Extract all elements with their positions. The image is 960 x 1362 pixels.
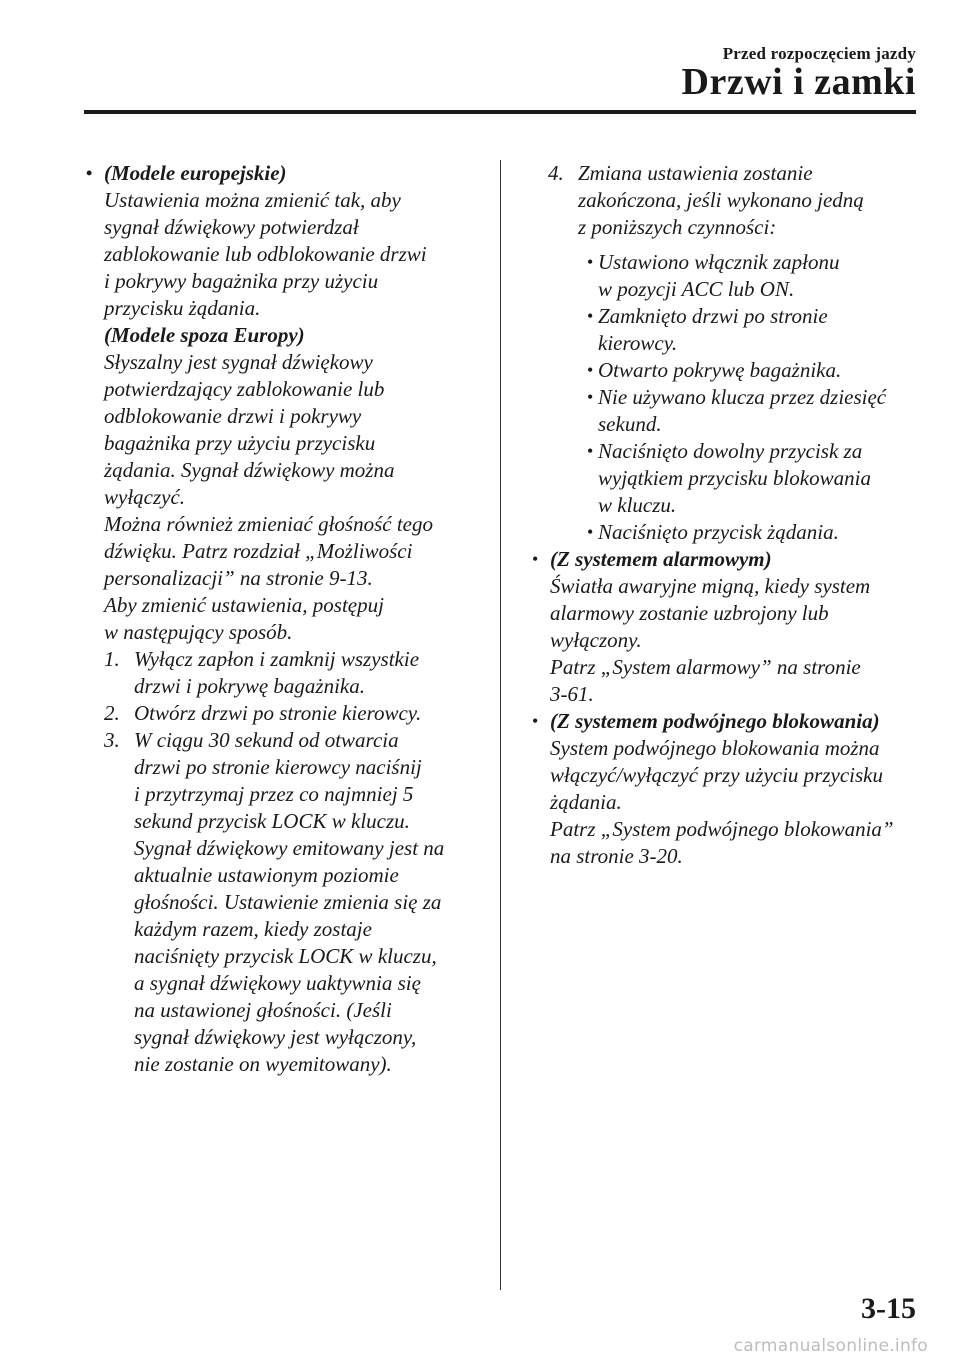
block-heading-non-european: (Modele spoza Europy) bbox=[104, 323, 305, 347]
text-line: drzwi i pokrywę bagażnika. bbox=[134, 674, 365, 698]
text-line: żądania. bbox=[550, 790, 622, 814]
bullet-icon: • bbox=[587, 387, 594, 407]
sub-list-item bbox=[587, 249, 920, 303]
text-line: drzwi po stronie kierowcy naciśnij bbox=[134, 755, 422, 779]
text-line: Naciśnięto dowolny przycisk za bbox=[598, 439, 863, 463]
text-line: naciśnięty przycisk LOCK w kluczu, bbox=[134, 944, 437, 968]
bullet-icon: • bbox=[532, 711, 539, 731]
step-number: 3. bbox=[104, 728, 120, 752]
bullet-icon: • bbox=[587, 252, 594, 272]
text-line: w pozycji ACC lub ON. bbox=[598, 277, 795, 301]
text-line: Ustawiono włącznik zapłonu bbox=[598, 250, 840, 274]
page-number: 3-15 bbox=[861, 1292, 916, 1325]
left-column bbox=[86, 160, 476, 1078]
text-line: Otwórz drzwi po stronie kierowcy. bbox=[134, 701, 422, 725]
watermark: carmanualsonline.info bbox=[733, 1336, 928, 1356]
double-lock-block bbox=[520, 708, 920, 870]
text-line: System podwójnego blokowania można bbox=[550, 736, 880, 760]
text-line: aktualnie ustawionym poziomie bbox=[134, 863, 399, 887]
text-line: sygnał dźwiękowy jest wyłączony, bbox=[134, 1025, 417, 1049]
block-heading-alarm: (Z systemem alarmowym) bbox=[550, 547, 772, 571]
text-line: Zamknięto drzwi po stronie bbox=[598, 304, 828, 328]
text-line: Patrz „System podwójnego blokowania” bbox=[550, 817, 894, 841]
text-line: i pokrywy bagażnika przy użyciu bbox=[104, 269, 379, 293]
text-line: Słyszalny jest sygnał dźwiękowy bbox=[104, 350, 373, 374]
text-line: nie zostanie on wyemitowany). bbox=[134, 1052, 392, 1076]
step-number: 1. bbox=[104, 647, 120, 671]
step-2 bbox=[104, 700, 476, 727]
right-column bbox=[520, 160, 920, 870]
sub-list-item bbox=[587, 384, 920, 438]
text-line: i przytrzymaj przez co najmniej 5 bbox=[134, 782, 414, 806]
text-line: wyłączony. bbox=[550, 628, 642, 652]
text-line: w kluczu. bbox=[598, 493, 677, 517]
text-line: sekund przycisk LOCK w kluczu. bbox=[134, 809, 410, 833]
text-line: bagażnika przy użyciu przycisku bbox=[104, 431, 376, 455]
text-line: żądania. Sygnał dźwiękowy można bbox=[104, 458, 395, 482]
bullet-icon: • bbox=[587, 522, 594, 542]
text-line: zakończona, jeśli wykonano jedną bbox=[578, 188, 864, 212]
column-divider bbox=[500, 160, 501, 1290]
text-line: każdym razem, kiedy zostaje bbox=[134, 917, 372, 941]
bullet-icon: • bbox=[532, 549, 539, 569]
sub-list-item bbox=[587, 438, 920, 519]
step-4 bbox=[520, 160, 920, 241]
text-line: kierowcy. bbox=[598, 331, 678, 355]
text-line: W ciągu 30 sekund od otwarcia bbox=[134, 728, 399, 752]
header-rule bbox=[84, 110, 916, 114]
text-line: Sygnał dźwiękowy emitowany jest na bbox=[134, 836, 445, 860]
text-line: sygnał dźwiękowy potwierdzał bbox=[104, 215, 359, 239]
text-line: Aby zmienić ustawienia, postępuj bbox=[104, 593, 384, 617]
block-heading-double-lock: (Z systemem podwójnego blokowania) bbox=[550, 709, 880, 733]
bullet-icon: • bbox=[587, 360, 594, 380]
page-title: Drzwi i zamki bbox=[681, 61, 916, 103]
text-line: na ustawionej głośności. (Jeśli bbox=[134, 998, 392, 1022]
text-line: Otwarto pokrywę bagażnika. bbox=[598, 358, 842, 382]
step-1 bbox=[104, 646, 476, 700]
text-line: a sygnał dźwiękowy uaktywnia się bbox=[134, 971, 421, 995]
step-3 bbox=[104, 727, 476, 1078]
sub-list bbox=[520, 249, 920, 546]
section-label: Przed rozpoczęciem jazdy bbox=[722, 44, 916, 63]
sub-list-item bbox=[587, 303, 920, 357]
text-line: z poniższych czynności: bbox=[578, 215, 777, 239]
text-line: alarmowy zostanie uzbrojony lub bbox=[550, 601, 829, 625]
bullet-icon: • bbox=[587, 306, 594, 326]
sub-list-item bbox=[587, 357, 920, 384]
text-line: 3-61. bbox=[550, 682, 594, 706]
text-line: Naciśnięto przycisk żądania. bbox=[598, 520, 839, 544]
text-line: odblokowanie drzwi i pokrywy bbox=[104, 404, 362, 428]
text-line: włączyć/wyłączyć przy użyciu przycisku bbox=[550, 763, 883, 787]
text-line: Można również zmieniać głośność tego bbox=[104, 512, 433, 536]
text-line: w następujący sposób. bbox=[104, 620, 293, 644]
step-number: 4. bbox=[548, 161, 564, 185]
text-line: sekund. bbox=[598, 412, 662, 436]
text-line: Wyłącz zapłon i zamknij wszystkie bbox=[134, 647, 420, 671]
text-line: na stronie 3-20. bbox=[550, 844, 683, 868]
bullet-icon: • bbox=[86, 163, 93, 183]
alarm-block bbox=[520, 546, 920, 708]
text-line: wyłączyć. bbox=[104, 485, 186, 509]
text-line: Patrz „System alarmowy” na stronie bbox=[550, 655, 861, 679]
text-line: Zmiana ustawienia zostanie bbox=[578, 161, 813, 185]
text-line: Ustawienia można zmienić tak, aby bbox=[104, 188, 401, 212]
text-line: zablokowanie lub odblokowanie drzwi bbox=[104, 242, 427, 266]
text-line: wyjątkiem przycisku blokowania bbox=[598, 466, 871, 490]
step-number: 2. bbox=[104, 701, 120, 725]
text-line: przycisku żądania. bbox=[104, 296, 261, 320]
text-line: Światła awaryjne migną, kiedy system bbox=[550, 574, 871, 598]
text-line: Nie używano klucza przez dziesięć bbox=[598, 385, 887, 409]
bullet-icon: • bbox=[587, 441, 594, 461]
text-line: dźwięku. Patrz rozdział „Możliwości bbox=[104, 539, 413, 563]
sub-list-item bbox=[587, 519, 920, 546]
text-line: głośności. Ustawienie zmienia się za bbox=[134, 890, 442, 914]
text-line: potwierdzający zablokowanie lub bbox=[104, 377, 385, 401]
block-heading-european: (Modele europejskie) bbox=[104, 161, 287, 185]
text-line: personalizacji” na stronie 9-13. bbox=[104, 566, 373, 590]
